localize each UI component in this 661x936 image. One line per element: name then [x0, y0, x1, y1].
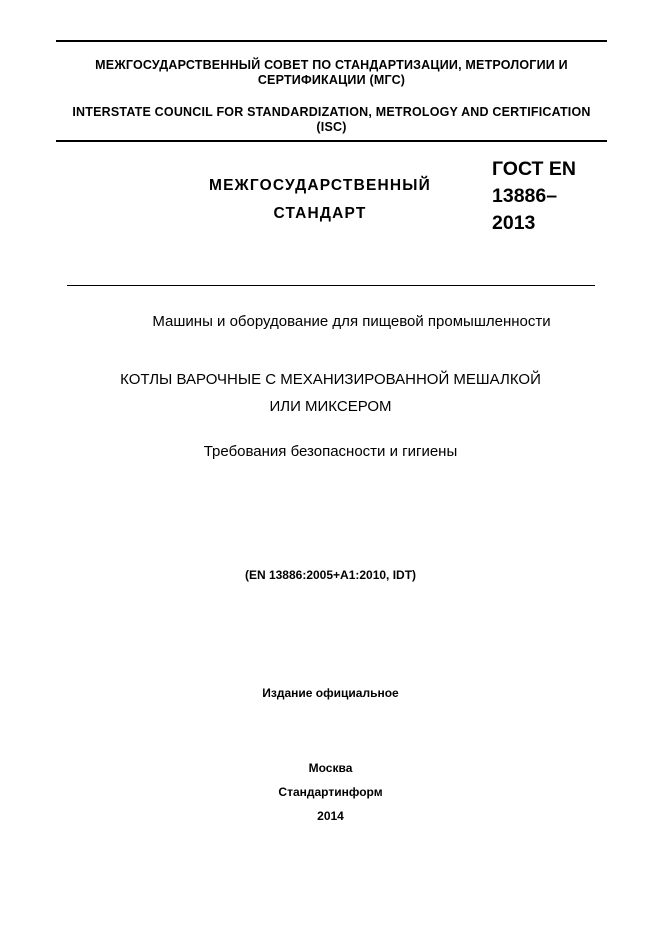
standard-number — [492, 156, 602, 237]
council-name-en — [56, 105, 607, 135]
council-en-line2: (ISC) — [316, 120, 347, 134]
imprint-year: 2014 — [317, 809, 344, 823]
standard-number-line2: 13886– — [492, 185, 558, 207]
document-title-line2: ИЛИ МИКСЕРОМ — [269, 398, 392, 415]
top-rule — [56, 40, 607, 42]
standard-number-line3: 2013 — [492, 212, 536, 234]
standard-type-line1: МЕЖГОСУДАРСТВЕННЫЙ — [208, 177, 432, 194]
standard-type-line2: СТАНДАРТ — [273, 205, 367, 222]
document-title — [0, 366, 661, 420]
document-title-line1: КОТЛЫ ВАРОЧНЫЕ С МЕХАНИЗИРОВАННОЙ МЕШАЛКОЙ — [120, 371, 541, 388]
council-name-ru — [56, 58, 607, 88]
middle-rule — [56, 140, 607, 142]
council-ru-line2: СЕРТИФИКАЦИИ (МГС) — [257, 73, 406, 87]
standard-number-line1: ГОСТ EN — [492, 158, 576, 180]
imprint-city: Москва — [308, 761, 353, 775]
council-ru-line1: МЕЖГОСУДАРСТВЕННЫЙ СОВЕТ ПО СТАНДАРТИЗАЦИИ, МЕТРОЛОГИИ И — [95, 58, 568, 72]
standard-type — [190, 172, 450, 228]
lower-rule — [67, 285, 595, 286]
imprint-block — [0, 756, 661, 828]
document-subtitle: Требования безопасности и гигиены — [203, 443, 458, 460]
council-en-line1: INTERSTATE COUNCIL FOR STANDARDIZATION, METROLOGY AND CERTIFICATION — [72, 105, 591, 119]
edition-label: Издание официальное — [262, 686, 399, 700]
identity-reference: (EN 13886:2005+A1:2010, IDT) — [244, 568, 417, 582]
imprint-publisher: Стандартинформ — [278, 785, 383, 799]
industry-sphere: Машины и оборудование для пищевой промышленности — [152, 313, 551, 330]
